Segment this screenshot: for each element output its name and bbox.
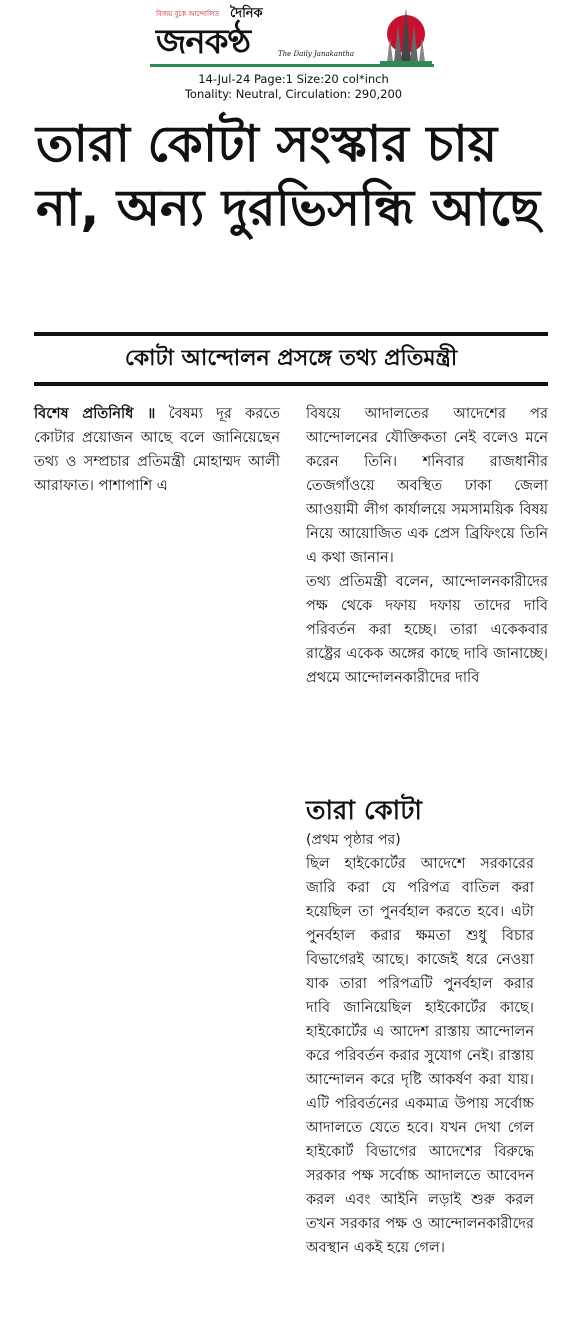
article-column-right [306,402,548,690]
continuation-column [306,852,534,1260]
article-subheadline: কোটা আন্দোলন প্রসঙ্গে তথ্য প্রতিমন্ত্রী [124,346,458,371]
masthead-underline [150,64,434,67]
lead-text: বৈষম্য দূর করতে কোটার প্রয়োজন আছে বলে জানিয়েছেন তথ্য ও সম্প্রচার প্রতিমন্ত্রী মোহাম্মদ আলী আরাফাত। পাশাপাশি এ [34,406,280,494]
article-column-left [34,402,280,498]
headline-rule-bottom [34,382,548,386]
martyrs-monument-logo-icon [380,6,432,68]
continuation-note: (প্রথম পৃষ্ঠার পর) [306,832,401,848]
masthead-tagline: বিজয় বুকে আন্দোলিত [156,10,220,18]
article-paragraph: বিষয়ে আদালতের আদেশের পর আন্দোলনের যৌক্তিকতা নেই বলেও মনে করেন তিনি। শনিবার রাজধানীর তেজগাঁওয়ে অবস্থিত ঢাকা জেলা আওয়ামী লীগ কার্যালয়ে সমসাময়িক বিষয় নিয়ে আয়োজিত এক প্রেস ব্রিফিংয়ে তিনি এ কথা জানান। [306,406,548,566]
masthead-english-name: The Daily Janakantha [278,50,355,58]
clipping-meta-tonality: Tonality: Neutral, Circulation: 290,200 [184,87,403,101]
article-lead-paragraph [34,402,280,498]
masthead [150,4,434,66]
masthead-logo-text: জনকণ্ঠ [156,22,251,62]
article-headline: তারা কোটা সংস্কার চায় না, অন্য দুরভিসন্ধি আছে [36,115,541,237]
continuation-paragraph: ছিল হাইকোর্টের আদেশে সরকারের জারি করা যে পরিপত্র বাতিল করা হয়েছিল তা পুনর্বহাল করতে হবে। এটা পুনর্বহাল করার ক্ষমতা শুধু বিচার বিভাগেরই আছে। কাজেই ধরে নেওয়া যাক তারা পরিপত্রটি পুনর্বহাল করার দাবি জানিয়েছিল হাইকোর্টের কাছে। হাইকোর্টের এ আদেশ রাস্তায় আন্দোলন করে পরিবর্তন করার সুযোগ নেই। রাস্তায় আন্দোলন করে দৃষ্টি আকর্ষণ করা যায়। এটি পরিবর্তনের একমাত্র উপায় সর্বোচ্চ আদালতে যেতে হবে। যখন দেখা গেল হাইকোর্ট বিভাগের আদেশের বিরুদ্ধে সরকার পক্ষ সর্বোচ্চ আদালতে আবেদন করল এবং আইনি লড়াই শুরু করল তখন সরকার পক্ষ ও আন্দোলনকারীদের অবস্থান একই হয়ে গেল। [306,856,534,1256]
continuation-title: তারা কোটা [306,796,422,826]
headline-rule-top [34,332,548,336]
masthead-dainik: দৈনিক [230,6,263,21]
article-paragraph: তথ্য প্রতিমন্ত্রী বলেন, আন্দোলনকারীদের পক্ষ থেকে দফায় দফায় তাদের দাবি পরিবর্তন করা হচ্ছে। তারা একেকবার রাষ্ট্রের একেক অঙ্গের কাছে দাবি জানাচ্ছে। প্রথমে আন্দোলনকারীদের দাবি [306,574,548,686]
clipping-meta-size: 14-Jul-24 Page:1 Size:20 col*inch [198,72,389,86]
byline: বিশেষ প্রতিনিধি ॥ [34,406,156,422]
